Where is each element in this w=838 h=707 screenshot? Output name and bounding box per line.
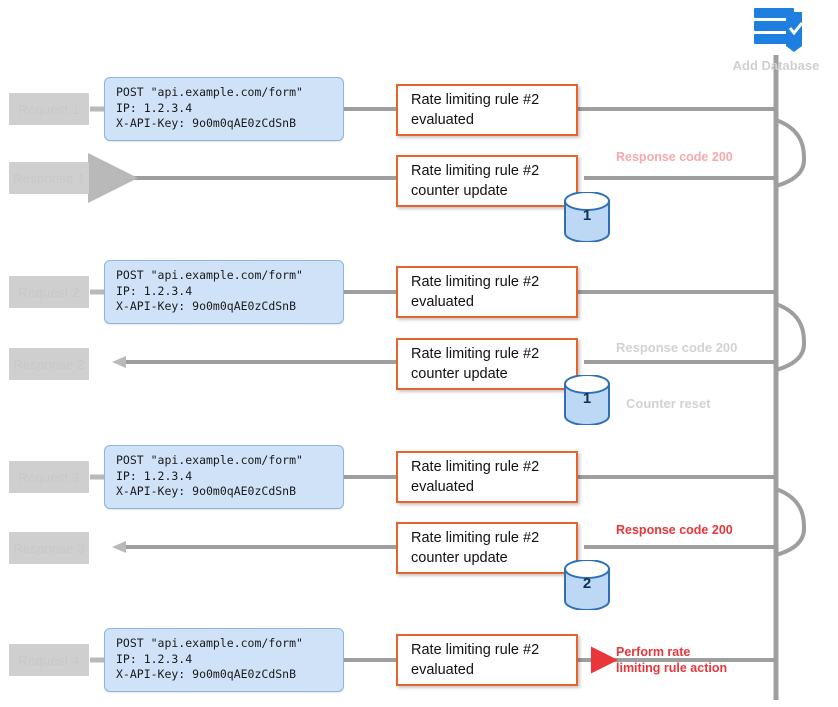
counter-value-1: 1 (582, 207, 592, 224)
row-label-request-3: Request 3 (9, 461, 89, 493)
packet-line-1: POST "api.example.com/form" (116, 453, 303, 467)
row-label-request-1: Request 1 (9, 93, 89, 125)
annotation-response-3: Response code 200 (616, 523, 733, 537)
row-label-request-4: Request 4 (9, 644, 89, 676)
request-packet-2 (104, 260, 344, 324)
packet-line-2: IP: 1.2.3.4 (116, 468, 193, 483)
rule-box-request-2 (396, 266, 578, 318)
database-icon (748, 6, 806, 54)
packet-line-1: POST "api.example.com/form" (116, 268, 303, 282)
packet-line-2: IP: 1.2.3.4 (116, 283, 193, 298)
rule-box-label: Rate limiting rule #2 evaluated (411, 642, 540, 678)
annotation-request-4-line2: limiting rule action (616, 661, 728, 675)
rule-box-request-1 (396, 84, 578, 136)
request-packet-3 (104, 445, 344, 509)
annotation-request-4-line1: Perform rate (616, 645, 691, 659)
counter-value-2: 1 (582, 390, 592, 407)
rule-box-response-1 (396, 155, 578, 207)
rule-box-request-4 (396, 634, 578, 686)
packet-line-3: X-API-Key: 9o0m0qAE0zCdSnB (116, 667, 297, 681)
rule-box-request-3 (396, 451, 578, 503)
row-label-response-2: Response 2 (9, 348, 89, 380)
database-label: Add Database (732, 58, 820, 73)
rule-box-label: Rate limiting rule #2 counter update (411, 530, 540, 566)
packet-line-3: X-API-Key: 9o0m0qAE0zCdSnB (116, 299, 297, 313)
annotation-response-1: Response code 200 (616, 150, 733, 164)
rule-box-response-3 (396, 522, 578, 574)
packet-line-3: X-API-Key: 9o0m0qAE0zCdSnB (116, 484, 297, 498)
packet-line-2: IP: 1.2.3.4 (116, 651, 193, 666)
row-label-request-2: Request 2 (9, 276, 89, 308)
rule-box-label: Rate limiting rule #2 counter update (411, 346, 540, 382)
row-label-response-1: Response 1 (9, 162, 89, 194)
packet-line-2: IP: 1.2.3.4 (116, 100, 193, 115)
annotation-response-2-code: Response code 200 (616, 340, 738, 355)
rule-box-label: Rate limiting rule #2 counter update (411, 163, 540, 199)
counter-value-3: 2 (582, 575, 592, 592)
packet-line-1: POST "api.example.com/form" (116, 85, 303, 99)
request-packet-1 (104, 77, 344, 141)
annotation-response-2-reset: Counter reset (626, 396, 711, 411)
packet-line-1: POST "api.example.com/form" (116, 636, 303, 650)
rule-box-label: Rate limiting rule #2 evaluated (411, 274, 540, 310)
rule-box-response-2 (396, 338, 578, 390)
request-packet-4 (104, 628, 344, 692)
rule-box-label: Rate limiting rule #2 evaluated (411, 92, 540, 128)
row-label-response-3: Response 3 (9, 532, 89, 564)
packet-line-3: X-API-Key: 9o0m0qAE0zCdSnB (116, 116, 297, 130)
rule-box-label: Rate limiting rule #2 evaluated (411, 459, 540, 495)
